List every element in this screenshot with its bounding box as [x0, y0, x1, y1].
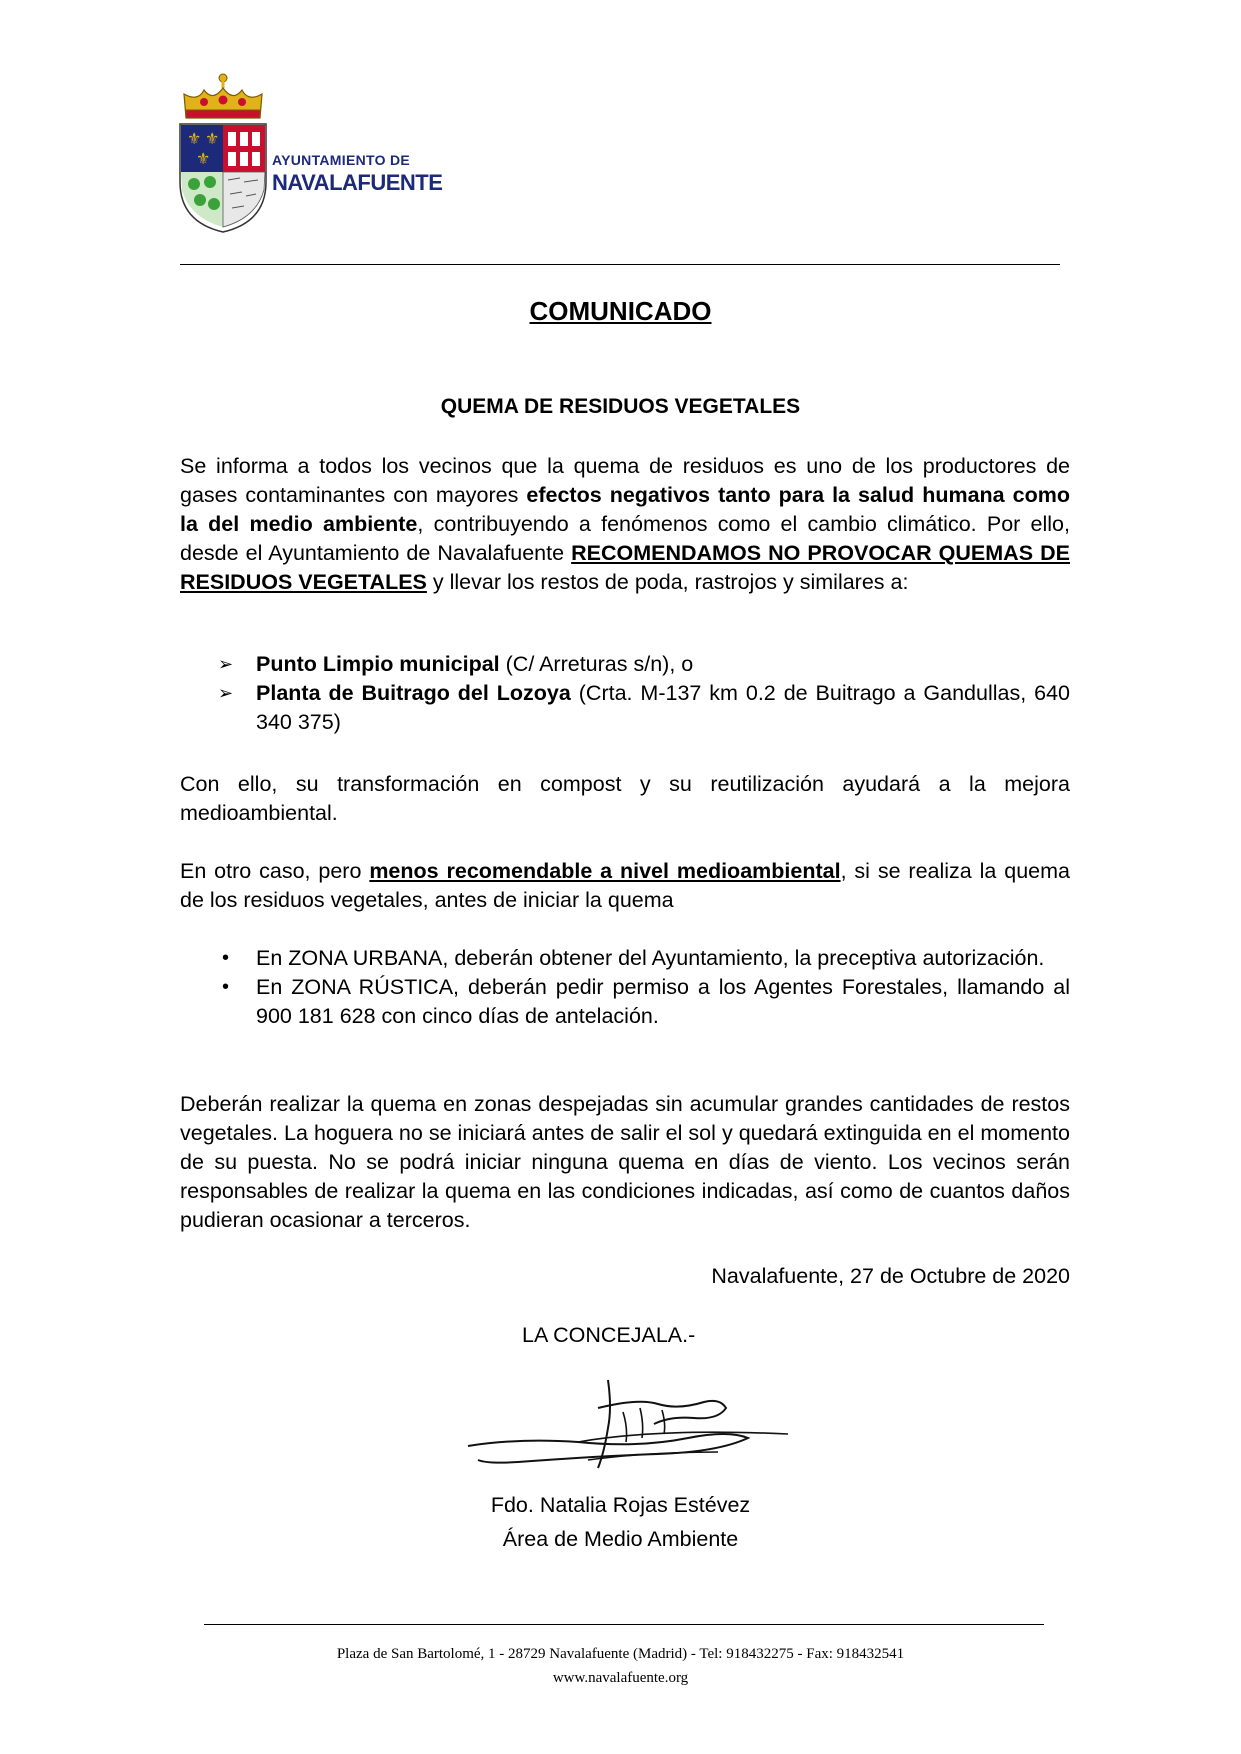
intro-text-2: , contribuyendo a fenómenos como el cambio climático. Por ello, desde el Ayuntamiento de Navalafuente: [180, 512, 1070, 565]
bullet-dot-icon: •: [222, 947, 230, 969]
otherwise-bold: menos recomendable a nivel medioambiental: [369, 859, 841, 883]
conditions-paragraph: Deberán realizar la quema en zonas despejadas sin acumular grandes cantidades de restos vegetales. La hoguera no se iniciará antes de salir el sol y quedará extinguida en el momento de su puesta. No se podrá iniciar ninguna quema en días de viento. Los vecinos serán responsables de realizar la quema en las condiciones indicadas, así como de cuantos daños pudieran ocasionar a terceros.: [180, 1092, 1070, 1232]
footer-address: Plaza de San Bartolomé, 1 - 28729 Navalafuente (Madrid) - Tel: 918432275 - Fax: 918432541: [336, 1646, 905, 1662]
signoff-title: LA CONCEJALA.-: [522, 1323, 696, 1347]
otherwise-text-2: , si se realiza la quema de los residuos vegetales, antes de iniciar la quema: [180, 859, 1070, 912]
document-date: Navalafuente, 27 de Octubre de 2020: [711, 1264, 1070, 1288]
intro-text-3: y llevar los restos de poda, rastrojos y similares a:: [426, 570, 909, 594]
signer-department: Área de Medio Ambiente: [502, 1527, 739, 1551]
zone-text: En ZONA RÚSTICA, deberán pedir permiso a los Agentes Forestales, llamando al 900 181 628 con cinco días de antelación.: [256, 975, 1070, 1028]
destinations-list: [180, 650, 1070, 737]
logo-line-1: AYUNTAMIENTO DE: [272, 152, 411, 168]
otherwise-paragraph: [180, 857, 1070, 915]
document-subtitle: QUEMA DE RESIDUOS VEGETALES: [440, 395, 801, 418]
signer-name: Fdo. Natalia Rojas Estévez: [490, 1493, 751, 1517]
coat-of-arms-icon: [178, 72, 268, 237]
footer-divider: [204, 1624, 1044, 1625]
handwritten-signature: [458, 1368, 828, 1483]
list-item: [180, 944, 1070, 973]
otherwise-text-1: En otro caso, pero: [180, 859, 370, 883]
svg-text:⚜: ⚜: [196, 149, 211, 168]
document-title: COMUNICADO: [529, 296, 712, 326]
compost-paragraph: Con ello, su transformación en compost y su reutilización ayudará a la mejora medioambiental.: [180, 772, 1070, 825]
zones-list: [180, 944, 1070, 1031]
intro-bold-1: efectos negativos tanto para la salud humana como la del medio ambiente: [180, 483, 1070, 536]
destination-name: Punto Limpio municipal: [256, 652, 500, 676]
municipal-logo: [178, 72, 443, 237]
destination-detail: (C/ Arreturas s/n), o: [499, 652, 694, 676]
bullet-dot-icon: •: [222, 976, 230, 998]
destination-name: Planta de Buitrago del Lozoya: [256, 681, 571, 705]
footer-website: www.navalafuente.org: [552, 1670, 689, 1686]
list-item: [180, 679, 1070, 737]
svg-text:⚜: ⚜: [205, 129, 220, 148]
logo-line-2: NAVALAFUENTE: [272, 170, 443, 195]
intro-text-1: Se informa a todos los vecinos que la quema de residuos es uno de los productores de gases contaminantes con mayores: [180, 454, 1070, 507]
svg-text:⚜: ⚜: [187, 129, 202, 148]
arrow-bullet-icon: ➢: [218, 683, 234, 703]
header-divider: [180, 264, 1060, 265]
arrow-bullet-icon: ➢: [218, 654, 234, 674]
intro-bold-recommendation: RECOMENDAMOS NO PROVOCAR QUEMAS DE RESIDUOS VEGETALES: [180, 541, 1070, 594]
intro-paragraph: [180, 452, 1070, 597]
list-item: [180, 650, 1070, 679]
list-item: [180, 973, 1070, 1031]
zone-text: En ZONA URBANA, deberán obtener del Ayuntamiento, la preceptiva autorización.: [256, 946, 1045, 970]
destination-detail: (Crta. M-137 km 0.2 de Buitrago a Gandullas, 640 340 375): [256, 681, 1071, 734]
